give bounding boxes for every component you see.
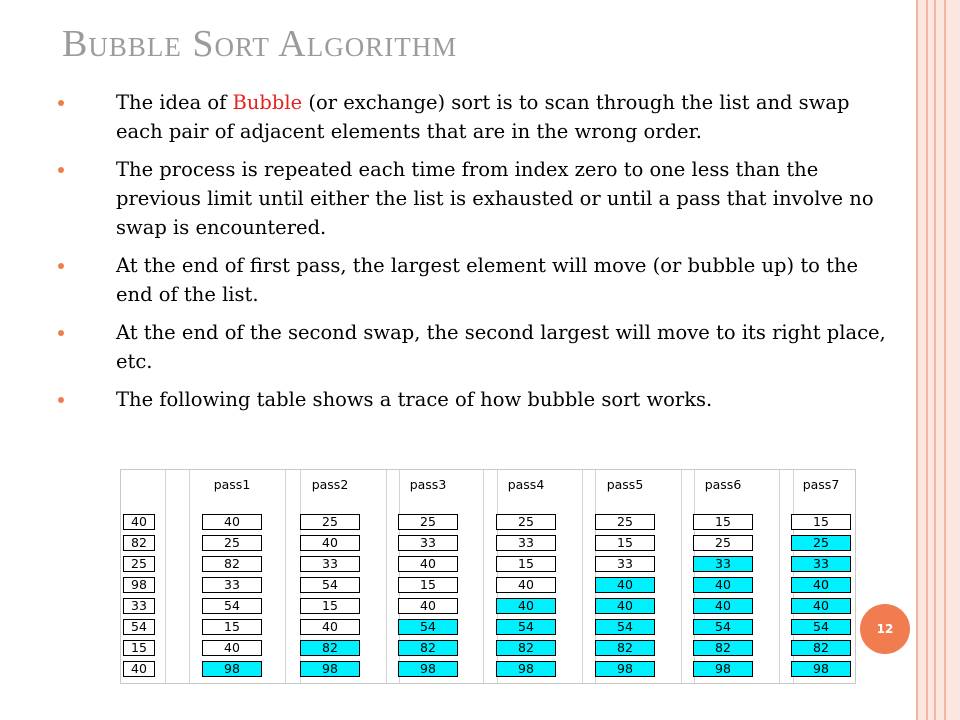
grid-line [165, 470, 166, 683]
bullet-item [0, 318, 910, 376]
pass-header-pass5: pass5 [606, 477, 644, 492]
bullet-item [0, 251, 910, 309]
bullet-dot-icon [58, 397, 64, 403]
decorative-line [934, 0, 936, 720]
trace-cell: 33 [791, 556, 851, 572]
trace-cell: 54 [496, 619, 556, 635]
decorative-line [944, 0, 946, 720]
trace-cell: 40 [202, 640, 262, 656]
trace-cell: 98 [693, 661, 753, 677]
initial-value-cell: 33 [123, 598, 155, 614]
pass-header-pass4: pass4 [507, 477, 545, 492]
trace-cell: 98 [202, 661, 262, 677]
trace-cell: 40 [300, 535, 360, 551]
trace-cell: 54 [398, 619, 458, 635]
pass-header-pass3: pass3 [409, 477, 447, 492]
trace-cell: 33 [693, 556, 753, 572]
trace-cell: 40 [496, 598, 556, 614]
bullet-text: The process is repeated each time from index zero to one less than the previous limit until either the list is exhausted or until a pass that involve no swap is encountered. [116, 158, 874, 239]
trace-cell: 25 [791, 535, 851, 551]
trace-cell: 98 [398, 661, 458, 677]
bullet-dot-icon [58, 330, 64, 336]
grid-line [386, 470, 387, 683]
bullet-dot-icon [58, 100, 64, 106]
bullet-dot-icon [58, 263, 64, 269]
trace-cell: 15 [300, 598, 360, 614]
bullet-list [0, 88, 910, 423]
trace-cell: 15 [398, 577, 458, 593]
trace-cell: 54 [693, 619, 753, 635]
trace-cell: 25 [300, 514, 360, 530]
trace-cell: 82 [398, 640, 458, 656]
trace-cell: 54 [791, 619, 851, 635]
trace-cell: 98 [595, 661, 655, 677]
trace-cell: 54 [300, 577, 360, 593]
bullet-dot-icon [58, 167, 64, 173]
trace-cell: 40 [398, 556, 458, 572]
trace-cell: 33 [398, 535, 458, 551]
bullet-item [0, 155, 910, 242]
bullet-item [0, 385, 910, 414]
trace-cell: 25 [693, 535, 753, 551]
trace-cell: 25 [398, 514, 458, 530]
trace-cell: 98 [791, 661, 851, 677]
grid-line [582, 470, 583, 683]
trace-cell: 40 [300, 619, 360, 635]
trace-cell: 33 [496, 535, 556, 551]
bullet-text: At the end of the second swap, the second largest will move to its right place, etc. [116, 321, 886, 373]
trace-cell: 40 [398, 598, 458, 614]
trace-cell: 25 [595, 514, 655, 530]
trace-cell: 33 [202, 577, 262, 593]
decorative-side-band [918, 0, 960, 720]
initial-value-cell: 82 [123, 535, 155, 551]
grid-line [483, 470, 484, 683]
trace-cell: 54 [595, 619, 655, 635]
pass-header-pass1: pass1 [213, 477, 251, 492]
trace-cell: 82 [791, 640, 851, 656]
pass-header-pass6: pass6 [704, 477, 742, 492]
trace-cell: 82 [595, 640, 655, 656]
trace-cell: 40 [202, 514, 262, 530]
bullet-text: The idea of [116, 91, 233, 114]
trace-cell: 40 [791, 577, 851, 593]
bullet-text: At the end of first pass, the largest element will move (or bubble up) to the end of the list. [116, 254, 859, 306]
trace-cell: 40 [595, 577, 655, 593]
trace-cell: 98 [496, 661, 556, 677]
bullet-item [0, 88, 910, 146]
trace-cell: 15 [693, 514, 753, 530]
trace-cell: 33 [595, 556, 655, 572]
bullet-highlight-text: Bubble [232, 91, 303, 114]
grid-line [779, 470, 780, 683]
bullet-text: (or exchange) sort is to scan through the list and swap each pair of adjacent elements that are in the wrong order. [116, 91, 850, 143]
initial-value-cell: 54 [123, 619, 155, 635]
initial-value-cell: 25 [123, 556, 155, 572]
trace-cell: 54 [202, 598, 262, 614]
trace-cell: 40 [693, 577, 753, 593]
trace-cell: 40 [496, 577, 556, 593]
trace-cell: 82 [300, 640, 360, 656]
trace-cell: 82 [496, 640, 556, 656]
trace-cell: 82 [202, 556, 262, 572]
trace-cell: 40 [693, 598, 753, 614]
grid-line [681, 470, 682, 683]
pass-header-pass7: pass7 [802, 477, 840, 492]
initial-value-cell: 98 [123, 577, 155, 593]
trace-cell: 15 [791, 514, 851, 530]
trace-cell: 40 [595, 598, 655, 614]
bullet-text: The following table shows a trace of how bubble sort works. [116, 388, 713, 411]
trace-cell: 25 [202, 535, 262, 551]
grid-line [189, 470, 190, 683]
slide-title: Bubble Sort Algorithm [62, 23, 458, 65]
bubble-sort-trace-table [120, 469, 856, 684]
trace-cell: 40 [791, 598, 851, 614]
initial-value-cell: 15 [123, 640, 155, 656]
initial-value-cell: 40 [123, 661, 155, 677]
trace-cell: 33 [300, 556, 360, 572]
grid-line [285, 470, 286, 683]
pass-header-pass2: pass2 [311, 477, 349, 492]
slide-number-badge: 12 [860, 604, 910, 654]
trace-cell: 15 [496, 556, 556, 572]
trace-cell: 15 [202, 619, 262, 635]
decorative-line [926, 0, 928, 720]
initial-value-cell: 40 [123, 514, 155, 530]
trace-cell: 98 [300, 661, 360, 677]
trace-cell: 25 [496, 514, 556, 530]
trace-cell: 82 [693, 640, 753, 656]
trace-cell: 15 [595, 535, 655, 551]
